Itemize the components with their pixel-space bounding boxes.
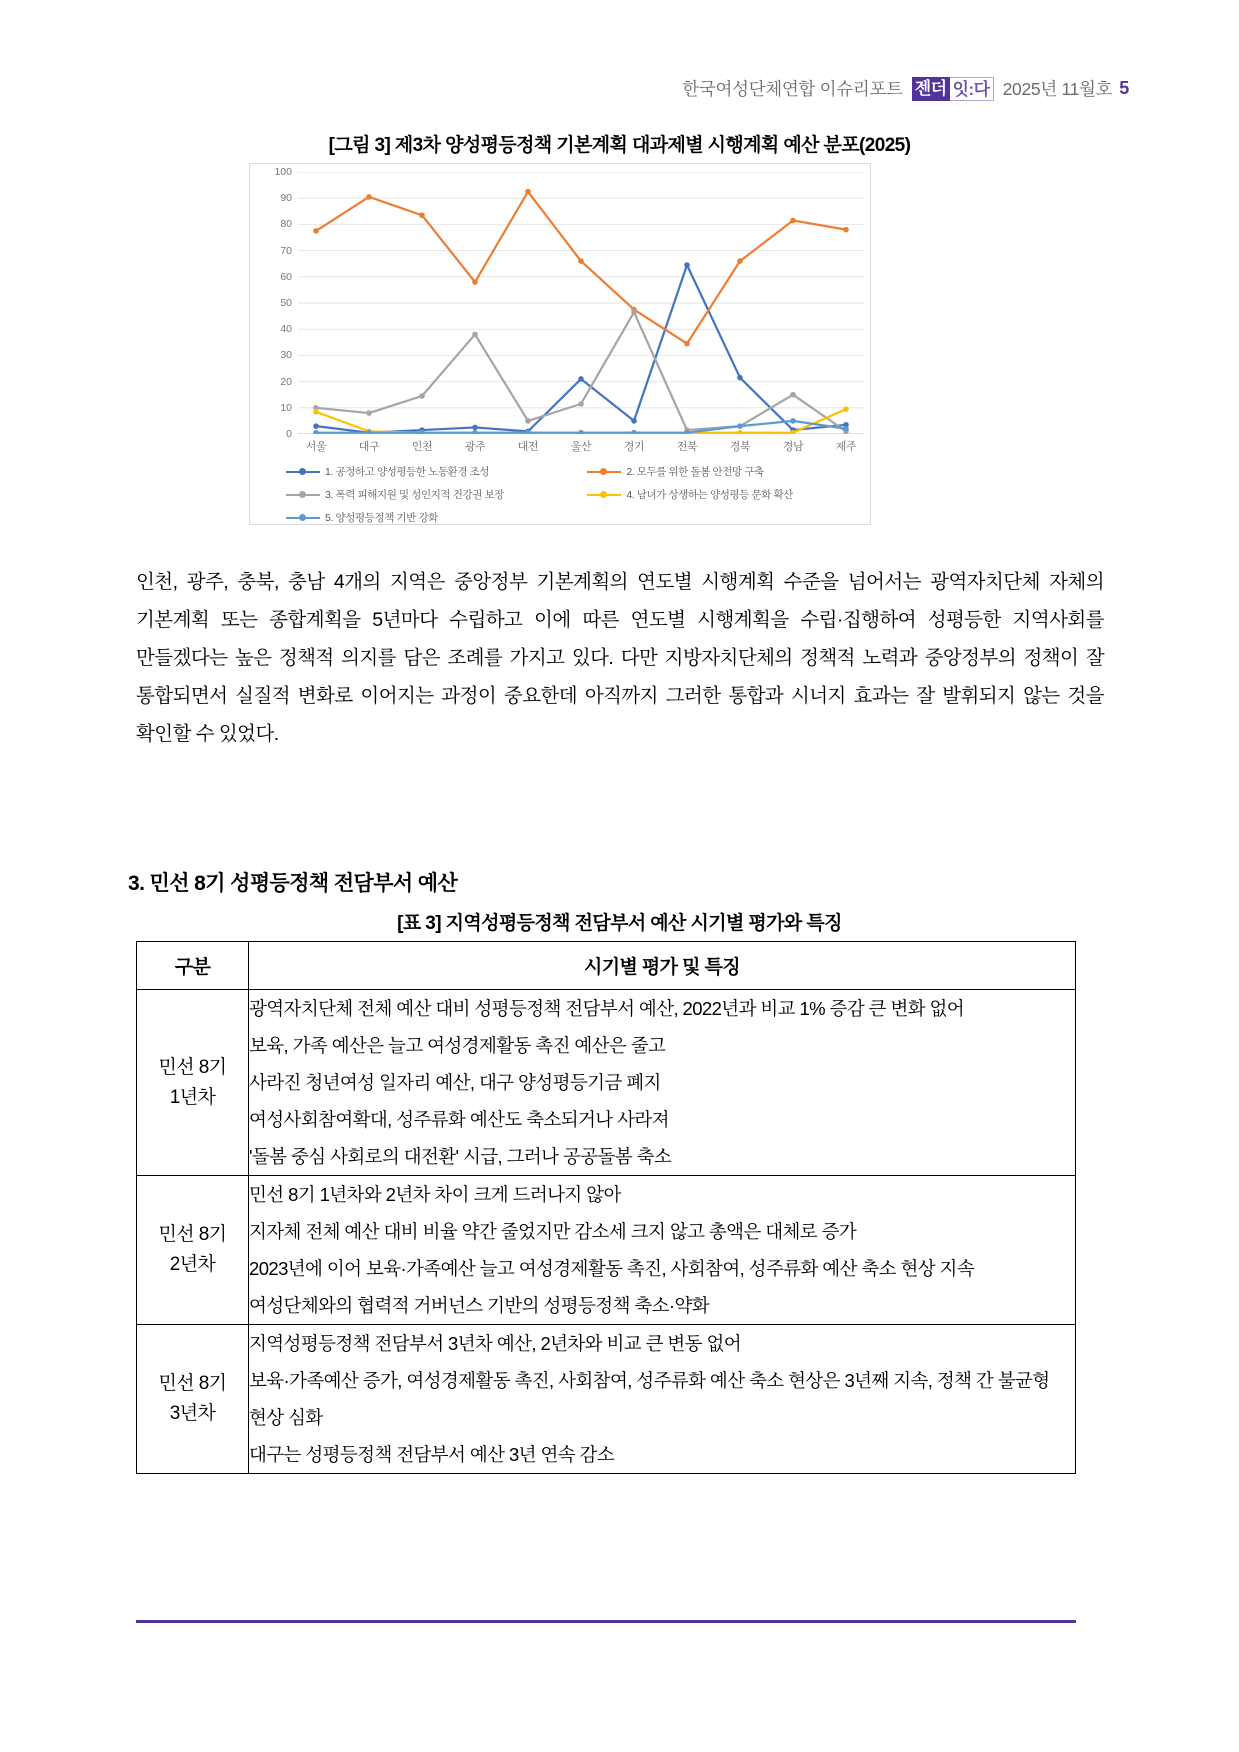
chart-legend-item	[286, 510, 844, 525]
chart-legend-marker-icon	[286, 467, 320, 477]
chart-y-tick: 70	[280, 244, 292, 257]
table-cell-gubun	[137, 1325, 249, 1474]
figure-title: [그림 3] 제3차 양성평등정책 기본계획 대과제별 시행계획 예산 분포(2025)	[328, 135, 911, 156]
chart-x-tick: 경북	[729, 441, 751, 453]
chart-x-tick: 경기	[623, 441, 645, 453]
chart-y-tick: 50	[280, 297, 292, 309]
gubun-line-1: 민선 8기	[158, 1056, 227, 1078]
chart-legend-label: 2. 모두를 위한 돌봄 안전망 구축	[626, 466, 764, 478]
brand-logo	[912, 77, 994, 101]
chart-legend-marker-icon	[286, 513, 320, 523]
chart-legend-label: 1. 공정하고 양성평등한 노동환경 조성	[325, 466, 490, 478]
gubun-line-2: 2년차	[169, 1254, 216, 1275]
chart-legend-item	[286, 464, 587, 479]
table-row	[137, 990, 1076, 1176]
table-body	[137, 990, 1076, 1474]
chart-legend-item	[286, 487, 587, 502]
chart-y-tick: 100	[274, 166, 292, 178]
chart-y-tick: 10	[280, 401, 292, 414]
chart-x-tick: 대구	[358, 441, 380, 453]
table-cell-gubun	[137, 990, 249, 1176]
chart-y-tick: 30	[280, 349, 292, 362]
header-issue-date: 2025년 11월호	[1002, 79, 1113, 99]
chart-y-tick: 80	[280, 218, 292, 231]
feature-line: 민선 8기 1년차와 2년차 차이 크게 드러나지 않아	[249, 1184, 621, 1205]
table-header-features: 시기별 평가 및 특징	[249, 942, 1076, 990]
chart-legend-marker-icon	[587, 467, 621, 477]
chart-x-tick: 서울	[305, 441, 327, 453]
chart-x-tick: 광주	[464, 441, 486, 453]
gubun-line-1: 민선 8기	[158, 1224, 227, 1245]
table-title: [표 3] 지역성평등정책 전담부서 예산 시기별 평가와 특징	[397, 913, 842, 934]
chart-plot-wrapper	[250, 166, 872, 462]
table-row	[137, 1176, 1076, 1325]
chart-legend-item	[587, 487, 844, 502]
page-header	[0, 76, 1239, 101]
feature-line: 대구는 성평등정책 전담부서 예산 3년 연속 감소	[249, 1444, 615, 1465]
body-paragraph: 인천, 광주, 충북, 충남 4개의 지역은 중앙정부 기본계획의 연도별 시행계획 수준을 넘어서는 광역자치단체 자체의 기본계획 또는 종합계획을 5년마다 수립하고 이에 따른 연도별 시행계획을 수립·집행하여 성평등한 지역사회를 만들겠다는 높은 정책적 의지를 담은 조례를 가지고 있다. 다만 지방자치단체의 정책적 노력과 중앙정부의 정책이 잘 통합되면서 실질적 변화로 이어지는 과정이 중요한데 아직까지 그러한 통합과 시너지 효과는 잘 발휘되지 않는 것을 확인할 수 있었다.	[136, 570, 1104, 745]
chart-legend-label: 4. 남녀가 상생하는 양성평등 문화 확산	[626, 489, 794, 501]
chart-legend-item	[587, 464, 844, 479]
figure-chart-container	[249, 163, 871, 525]
feature-line: 여성단체와의 협력적 거버넌스 기반의 성평등정책 축소·약화	[249, 1295, 710, 1316]
table-header-row	[137, 942, 1076, 990]
chart-x-tick: 전북	[676, 441, 698, 453]
feature-line: 2023년에 이어 보육·가족예산 늘고 여성경제활동 촉진, 사회참여, 성주류화 예산 축소 현상 지속	[249, 1258, 975, 1279]
chart-legend-label: 3. 폭력 피해지원 및 성인지적 건강권 보장	[325, 489, 504, 501]
gubun-line-1: 민선 8기	[158, 1373, 227, 1394]
feature-line: 여성사회참여확대, 성주류화 예산도 축소되거나 사라져	[249, 1109, 669, 1130]
feature-line: 지역성평등정책 전담부서 3년차 예산, 2년차와 비교 큰 변동 없어	[249, 1333, 742, 1354]
chart-legend-label: 5. 양성평등정책 기반 강화	[325, 512, 438, 524]
chart-legend-marker-icon	[286, 490, 320, 500]
feature-line: 사라진 청년여성 일자리 예산, 대구 양성평등기금 폐지	[249, 1072, 661, 1093]
chart-y-tick: 60	[280, 270, 292, 283]
table-cell-features	[249, 990, 1076, 1176]
chart-x-tick: 제주	[835, 441, 857, 453]
gubun-line-2: 1년차	[169, 1086, 216, 1108]
table-row	[137, 1325, 1076, 1474]
brand-logo-part-a: 젠더	[912, 77, 950, 101]
chart-y-tick: 40	[280, 323, 292, 336]
chart-x-tick: 경남	[782, 441, 804, 453]
chart-plot-area	[298, 172, 864, 434]
table-head	[137, 942, 1076, 990]
table-cell-features	[249, 1176, 1076, 1325]
chart-svg	[298, 172, 864, 434]
feature-line: '돌봄 중심 사회로의 대전환' 시급, 그러나 공공돌봄 축소	[249, 1146, 672, 1167]
gubun-line-2: 3년차	[169, 1403, 216, 1424]
feature-line: 지자체 전체 예산 대비 비율 약간 줄었지만 감소세 크지 않고 총액은 대체로 증가	[249, 1221, 857, 1242]
chart-x-axis-labels	[298, 438, 864, 462]
chart-x-tick: 울산	[570, 441, 592, 453]
feature-line: 광역자치단체 전체 예산 대비 성평등정책 전담부서 예산, 2022년과 비교 1% 증감 큰 변화 없어	[249, 998, 965, 1019]
chart-legend-marker-icon	[587, 490, 621, 500]
chart-y-axis-labels	[250, 166, 296, 440]
feature-line: 보육·가족예산 증가, 여성경제활동 촉진, 사회참여, 성주류화 예산 축소 현상은 3년째 지속, 정책 간 불균형 현상 심화	[249, 1370, 1050, 1428]
evaluation-table	[136, 941, 1076, 1474]
page-number: 5	[1119, 78, 1129, 98]
chart-y-tick: 90	[280, 192, 292, 205]
chart-y-tick: 20	[280, 375, 292, 388]
chart-y-tick: 0	[286, 428, 292, 440]
table-cell-features	[249, 1325, 1076, 1474]
feature-line: 보육, 가족 예산은 늘고 여성경제활동 촉진 예산은 줄고	[249, 1035, 666, 1056]
section-heading: 3. 민선 8기 성평등정책 전담부서 예산	[128, 872, 458, 896]
chart-x-tick: 대전	[517, 441, 539, 453]
chart-x-tick: 인천	[411, 441, 433, 453]
brand-logo-part-b: 잇:다	[950, 77, 994, 101]
header-organization: 한국여성단체연합 이슈리포트	[682, 79, 903, 99]
table-cell-gubun	[137, 1176, 249, 1325]
table-header-gubun: 구분	[137, 942, 249, 990]
footer-rule	[136, 1620, 1076, 1623]
chart-legend	[250, 464, 872, 525]
